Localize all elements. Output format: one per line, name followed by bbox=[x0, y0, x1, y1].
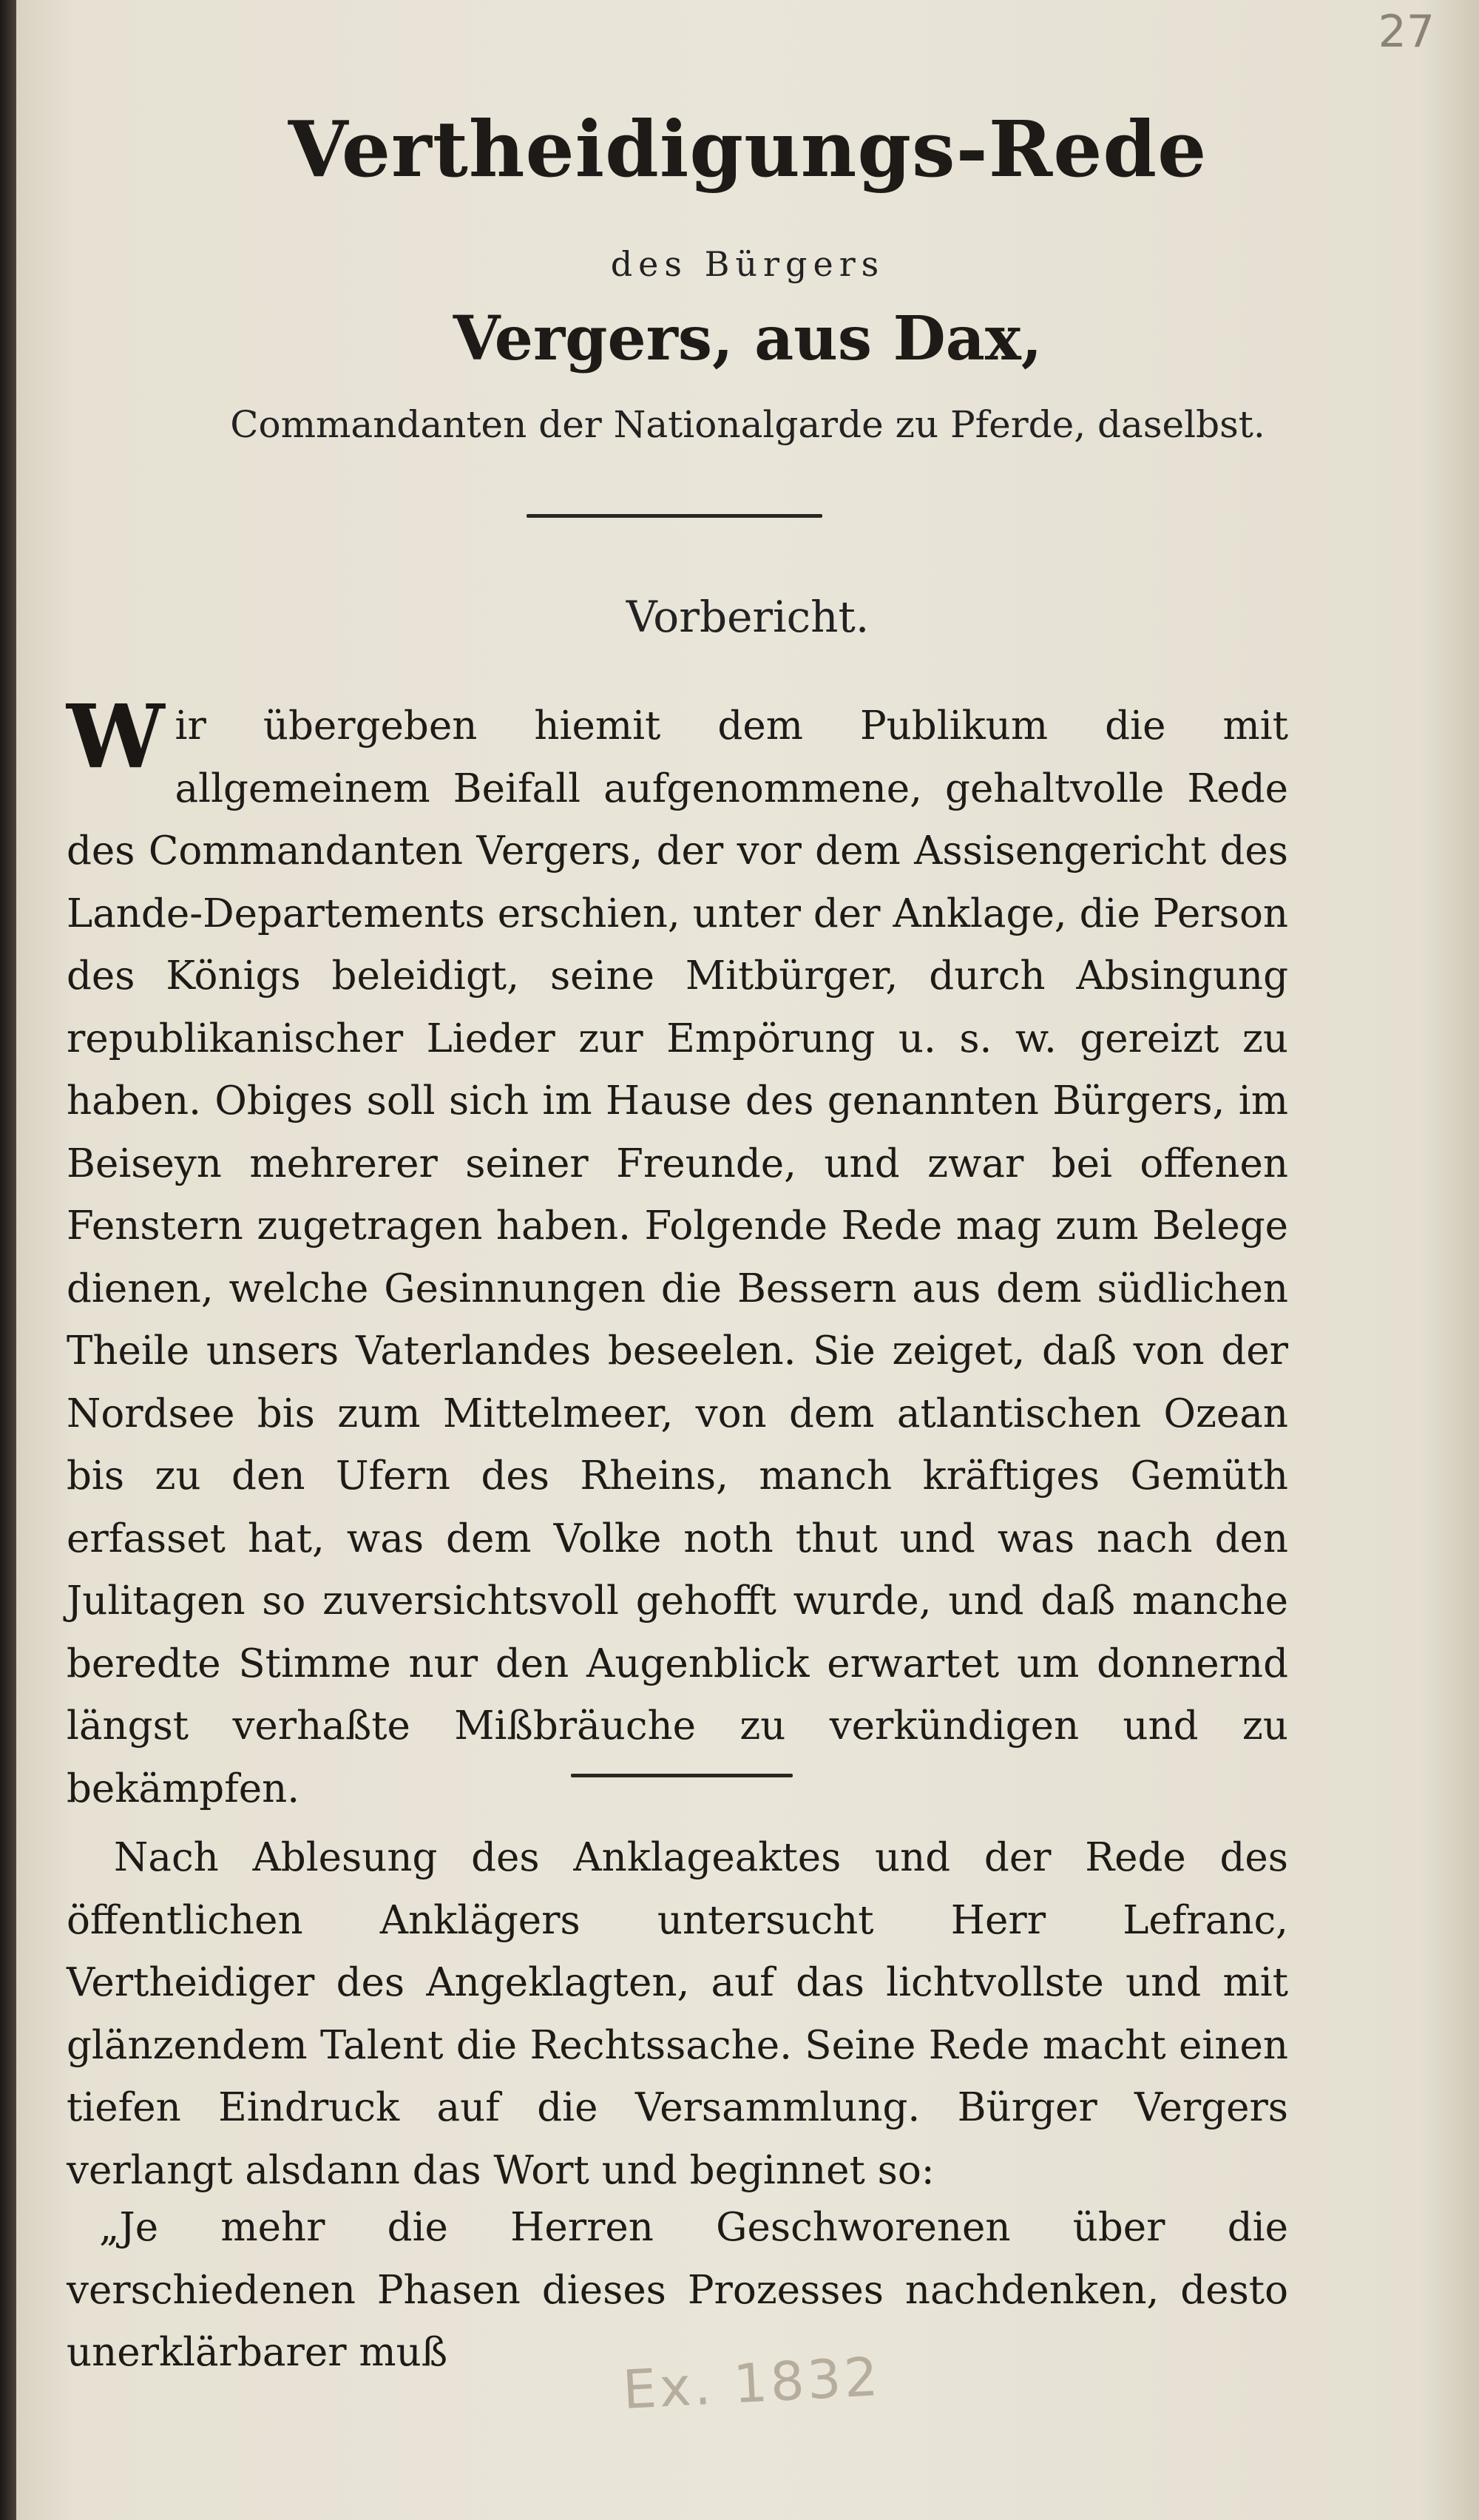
divider-rule-2 bbox=[571, 1774, 793, 1777]
drop-capital: W bbox=[67, 685, 165, 788]
paragraph-proceedings: Nach Ablesung des Anklageaktes und der Rede des öffentlichen Anklägers untersucht Herr Lefranc, Vertheidiger des Angeklagten, auf das lichtvollste und mit glänzendem Talent die Rechtssache. Seine Rede macht einen tiefen Eindruck auf die Versammlung. Bürger Vergers verlangt alsdann das Wort und beginnet so: bbox=[67, 1835, 1288, 2193]
divider-rule bbox=[527, 514, 822, 518]
paragraph-speech-start: „Je mehr die Herren Geschworenen über die verschiedenen Phasen dieses Prozesses nachdenken, desto unerklärbarer muß bbox=[67, 2205, 1288, 2375]
paragraph-preface bbox=[67, 685, 1288, 1820]
page-title: Vertheidigungs-Rede bbox=[288, 104, 1208, 195]
library-stamp: Ex. 1832 bbox=[621, 2345, 883, 2422]
book-spine bbox=[0, 0, 16, 2520]
author-role: Commandanten der Nationalgarde zu Pferde, daselbst. bbox=[230, 403, 1265, 446]
section-heading: Vorbericht. bbox=[626, 592, 870, 642]
subtitle-des: des Bürgers bbox=[610, 244, 885, 284]
page-number: 27 bbox=[1378, 6, 1435, 58]
document-page bbox=[16, 0, 1479, 2520]
paragraph-preface-text: ir übergeben hiemit dem Publikum die mit allgemeinem Beifall aufgenommene, gehaltvolle Rede des Commandanten Vergers, der vor dem Assisengericht des Lande-Departements erschien, unter der Anklage, die Person des Königs beleidigt, seine Mitbürger, durch Absingung republikanischer Lieder zur Empörung u. s. w. gereizt zu haben. Obiges soll sich im Hause des genannten Bürgers, im Beiseyn mehrerer seiner Freunde, und zwar bei offenen Fenstern zugetragen haben. Folgende Rede mag zum Belege dienen, welche Gesinnungen die Bessern aus dem südlichen Theile unsers Vaterlandes beseelen. Sie zeiget, daß von der Nordsee bis zum Mittelmeer, von dem atlantischen Ozean bis zu den Ufern des Rheins, manch kräftiges Gemüth erfasset hat, was dem Volke noth thut und was nach den Julitagen so zuversichtsvoll gehofft wurde, und daß manche beredte Stimme nur den Augenblick erwartet um donnernd längst verhaßte Mißbräuche zu verkündigen und zu bekämpfen. bbox=[67, 703, 1288, 1811]
author-name: Vergers, aus Dax, bbox=[453, 303, 1043, 374]
